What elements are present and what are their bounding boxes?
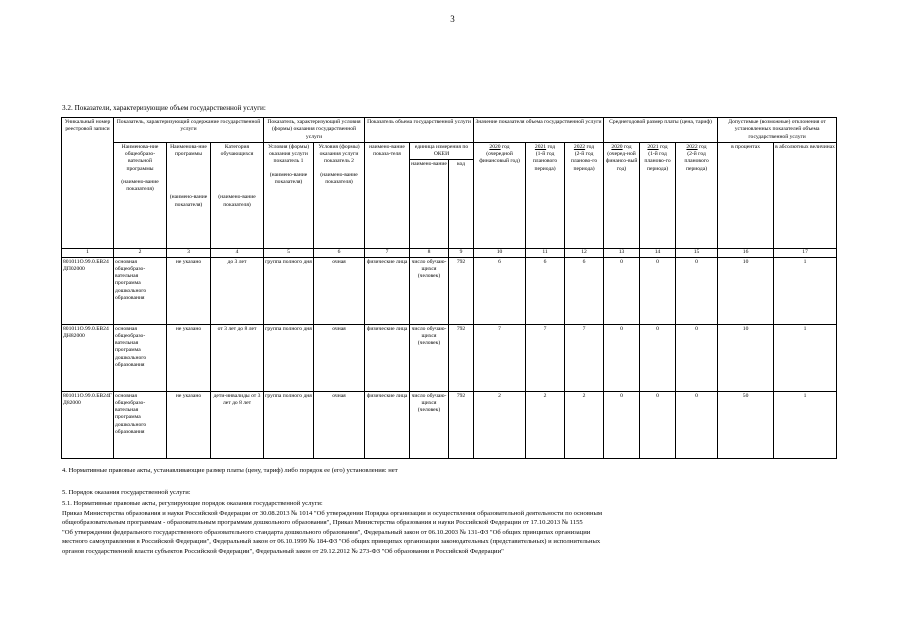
fee-c-rest: год xyxy=(699,143,707,150)
section-5-1 xyxy=(62,499,842,556)
year-a-value: 20 xyxy=(495,143,501,150)
header-sub-cond-1-text: Условия (формы) оказания услуги показатель 1 xyxy=(267,143,310,165)
table-cell: от 3 лет до 8 лет xyxy=(211,324,264,391)
table-cell: 0 xyxy=(640,257,676,324)
column-number-cell: 7 xyxy=(365,249,410,257)
table-cell: 0 xyxy=(640,391,676,458)
header-fee-c xyxy=(676,142,718,249)
header-unique-number: Уникальный номер реестровой записи xyxy=(62,118,114,249)
fee-a-note: (очеред-ной финансо-вый год) xyxy=(605,151,638,172)
header-sub-cond-1 xyxy=(264,142,314,249)
header-volume-indicator: Показатель объема государственной услуги xyxy=(365,118,474,143)
column-number-cell: 11 xyxy=(526,249,565,257)
table-cell: 1 xyxy=(774,257,837,324)
table-row xyxy=(62,257,837,324)
header-sub-name-2-text: Наименова-ние программы xyxy=(170,143,207,158)
section-4: 4. Нормативные правовые акты, устанавливающие размер платы (цену, тариф) либо порядок ее (его) установления: нет xyxy=(62,467,398,474)
header-sub-name-2 xyxy=(167,142,211,249)
page-number: 3 xyxy=(450,14,455,24)
table-cell: 6 xyxy=(565,257,604,324)
header-content-indicator: Показатель, характеризующий содержание государственной услуги xyxy=(114,118,264,143)
section-title: 3.2. Показатели, характеризующие объем государственной услуги: xyxy=(62,104,266,112)
table-cell: очная xyxy=(314,324,365,391)
table-cell: дети-инвалиды от 3 лет до 8 лет xyxy=(211,391,264,458)
header-sub-paren-5: (наимено-вание показателя) xyxy=(320,171,358,185)
header-avg-fee: Среднегодовой размер платы (цена, тариф) xyxy=(604,118,718,143)
table-cell: группа полного дня xyxy=(264,324,314,391)
header-in-absolute: в абсолютных величинах xyxy=(774,142,837,249)
table-body xyxy=(62,257,837,458)
column-number-cell: 5 xyxy=(264,249,314,257)
table-cell: основная общеобразо-вательная программа дошкольного образования xyxy=(114,324,167,391)
table-cell: 1 xyxy=(774,391,837,458)
table-cell: группа полного дня xyxy=(264,257,314,324)
table-cell: 10 xyxy=(718,324,774,391)
table-cell: 6 xyxy=(526,257,565,324)
header-fee-b xyxy=(640,142,676,249)
header-year-a xyxy=(474,142,526,249)
section-5-1-line: местного самоуправления в Российской Федерации", Федеральный закон от 06.10.1999 № 184-ФЗ "Об общих принципах организации законодательных (представительных) и исполнительных xyxy=(62,538,601,546)
fee-b-note: (1-й год планово-го периода) xyxy=(644,151,671,172)
table-cell: 2 xyxy=(474,391,526,458)
table-cell: 7 xyxy=(474,324,526,391)
table-cell: 0 xyxy=(676,257,718,324)
section-5-1-line: "Об утверждении федерального государственного образовательного стандарта дошкольного образования", Федеральный закон от 06.10.2003 № 131-ФЗ "Об общих принципах организации xyxy=(62,528,591,536)
fee-b-rest: год xyxy=(660,143,668,150)
year-c-note: (2-й год планово-го периода) xyxy=(570,151,598,172)
fee-b-value: 21 xyxy=(653,143,659,150)
column-number-cell: 16 xyxy=(718,249,774,257)
table-cell: 801011О.99.0.БВ24ДН82000 xyxy=(62,324,114,391)
header-fee-a xyxy=(604,142,640,249)
table-cell: 0 xyxy=(676,391,718,458)
table-cell: 0 xyxy=(640,324,676,391)
table-cell: не указано xyxy=(167,324,211,391)
table-cell: очная xyxy=(314,391,365,458)
column-number-cell: 4 xyxy=(211,249,264,257)
table-cell: физические лица xyxy=(365,257,410,324)
table-cell: группа полного дня xyxy=(264,391,314,458)
header-deviations: Допустимые (возможные) отклонения от установленных показателей объема государственной услуги xyxy=(718,118,837,143)
table-cell: основная общеобразо-вательная программа дошкольного образования xyxy=(114,257,167,324)
table-row xyxy=(62,324,837,391)
table-cell: физические лица xyxy=(365,324,410,391)
table-cell: 2 xyxy=(526,391,565,458)
column-number-cell: 13 xyxy=(604,249,640,257)
fee-a-value: 20 xyxy=(617,143,623,150)
header-unit-okei: единица измерения по ОКЕИ xyxy=(410,142,474,160)
table-cell: до 3 лет xyxy=(211,257,264,324)
header-row-1 xyxy=(62,118,837,143)
header-unit-name: наимено-вание xyxy=(410,160,449,249)
table-cell: число обучаю-щихся (человек) xyxy=(410,391,449,458)
table-row xyxy=(62,391,837,458)
column-number-cell: 3 xyxy=(167,249,211,257)
column-number-cell: 12 xyxy=(565,249,604,257)
table-cell: не указано xyxy=(167,257,211,324)
table-cell: 0 xyxy=(604,257,640,324)
column-number-cell: 1 xyxy=(62,249,114,257)
year-c-prefix: 20 xyxy=(573,143,580,150)
fee-c-value: 22 xyxy=(692,143,698,150)
section-5-1-title: 5.1. Нормативные правовые акты, регулирующие порядок оказания государственной услуги: xyxy=(62,500,323,507)
table-cell: 50 xyxy=(718,391,774,458)
fee-a-rest: год xyxy=(624,143,632,150)
year-c-value: 22 xyxy=(579,143,586,150)
column-number-cell: 14 xyxy=(640,249,676,257)
table-cell: 801011О.99.0.БВ24ДП02000 xyxy=(62,257,114,324)
year-b-rest: год xyxy=(547,143,556,150)
volume-indicators-table xyxy=(61,117,837,459)
year-c-rest: год xyxy=(586,143,595,150)
column-number-row xyxy=(62,249,837,257)
header-year-c xyxy=(565,142,604,249)
fee-b-prefix: 20 xyxy=(647,143,653,150)
table-cell: 1 xyxy=(774,324,837,391)
header-in-percent: в процентах xyxy=(718,142,774,249)
section-5-title: 5. Порядок оказания государственной услуги: xyxy=(62,489,191,496)
table-cell: 0 xyxy=(604,324,640,391)
table-cell: физические лица xyxy=(365,391,410,458)
table-cell: 0 xyxy=(604,391,640,458)
table-cell: 0 xyxy=(676,324,718,391)
table-cell: не указано xyxy=(167,391,211,458)
table-cell: 7 xyxy=(526,324,565,391)
table-cell: 792 xyxy=(449,324,474,391)
header-row-2 xyxy=(62,142,837,160)
table-cell: 7 xyxy=(565,324,604,391)
header-sub-cond-2-text: Условия (формы) оказания услуги показатель 2 xyxy=(318,143,360,165)
year-b-prefix: 20 xyxy=(534,143,541,150)
table-cell: 2 xyxy=(565,391,604,458)
header-volume-value: Значение показателя объема государственной услуги xyxy=(474,118,604,143)
fee-c-note: (2-й год планового периода) xyxy=(684,151,709,172)
section-5-1-line: органов государственной власти субъектов Российской Федерации", Федеральный закон от 29.12.2012 № 273-ФЗ "Об образовании в Российской Федерации" xyxy=(62,547,504,555)
table-cell: 792 xyxy=(449,391,474,458)
header-sub-name-3-text: Категория обучающихся xyxy=(220,143,254,158)
year-b-value: 21 xyxy=(540,143,547,150)
header-name-volume: наимено-вание показа-теля xyxy=(365,142,410,249)
header-year-b xyxy=(526,142,565,249)
column-number-cell: 2 xyxy=(114,249,167,257)
header-sub-paren-3: (наимено-вание показателя) xyxy=(218,194,256,208)
header-sub-name-1-text: Наименова-ние общеобразо-вательной программы xyxy=(121,143,159,172)
year-b-note: (1-й год планового периода) xyxy=(532,151,558,172)
fee-c-prefix: 20 xyxy=(686,143,693,150)
section-5-1-line: Приказ Министерства образования и науки Российской Федерации от 30.08.2013 № 1014 "Об утверждении Порядка организации и осуществления образовательной деятельности по основным xyxy=(62,509,603,517)
section-5-1-line: общеобразовательным программам - образовательным программам дошкольного образования", Приказ Министерства образования и науки Российской Федерации от 17.10.2013 № 1155 xyxy=(62,519,583,527)
column-number-cell: 6 xyxy=(314,249,365,257)
year-a-rest: год xyxy=(502,143,510,150)
fee-a-prefix: 20 xyxy=(611,143,617,150)
table-cell: 6 xyxy=(474,257,526,324)
column-number-cell: 9 xyxy=(449,249,474,257)
column-number-cell: 10 xyxy=(474,249,526,257)
header-sub-cond-2 xyxy=(314,142,365,249)
table-cell: число обучаю-щихся (человек) xyxy=(410,257,449,324)
table-cell: очная xyxy=(314,257,365,324)
header-sub-paren-4: (наимено-вание показателя) xyxy=(269,171,308,185)
table-cell: 801011О.99.0.БВ24ГД82000 xyxy=(62,391,114,458)
column-number-cell: 8 xyxy=(410,249,449,257)
column-number-cell: 17 xyxy=(774,249,837,257)
header-sub-name-1 xyxy=(114,142,167,249)
header-conditions-indicator: Показатель, характеризующий условия (формы) оказания государственной услуги xyxy=(264,118,365,143)
header-sub-paren-1: (наимено-вание показателя) xyxy=(121,178,159,193)
header-sub-paren-2: (наимено-вание показателя) xyxy=(169,194,208,208)
column-number-cell: 15 xyxy=(676,249,718,257)
table-cell: 10 xyxy=(718,257,774,324)
table-cell: число обучаю-щихся (человек) xyxy=(410,324,449,391)
year-a-prefix: 20 xyxy=(489,143,495,150)
year-a-note: (очередной финансовый год) xyxy=(479,151,520,165)
table-cell: 792 xyxy=(449,257,474,324)
header-sub-name-3 xyxy=(211,142,264,249)
header-unit-code: код xyxy=(449,160,474,249)
table-cell: основная общеобразо-вательная программа дошкольного образования xyxy=(114,391,167,458)
